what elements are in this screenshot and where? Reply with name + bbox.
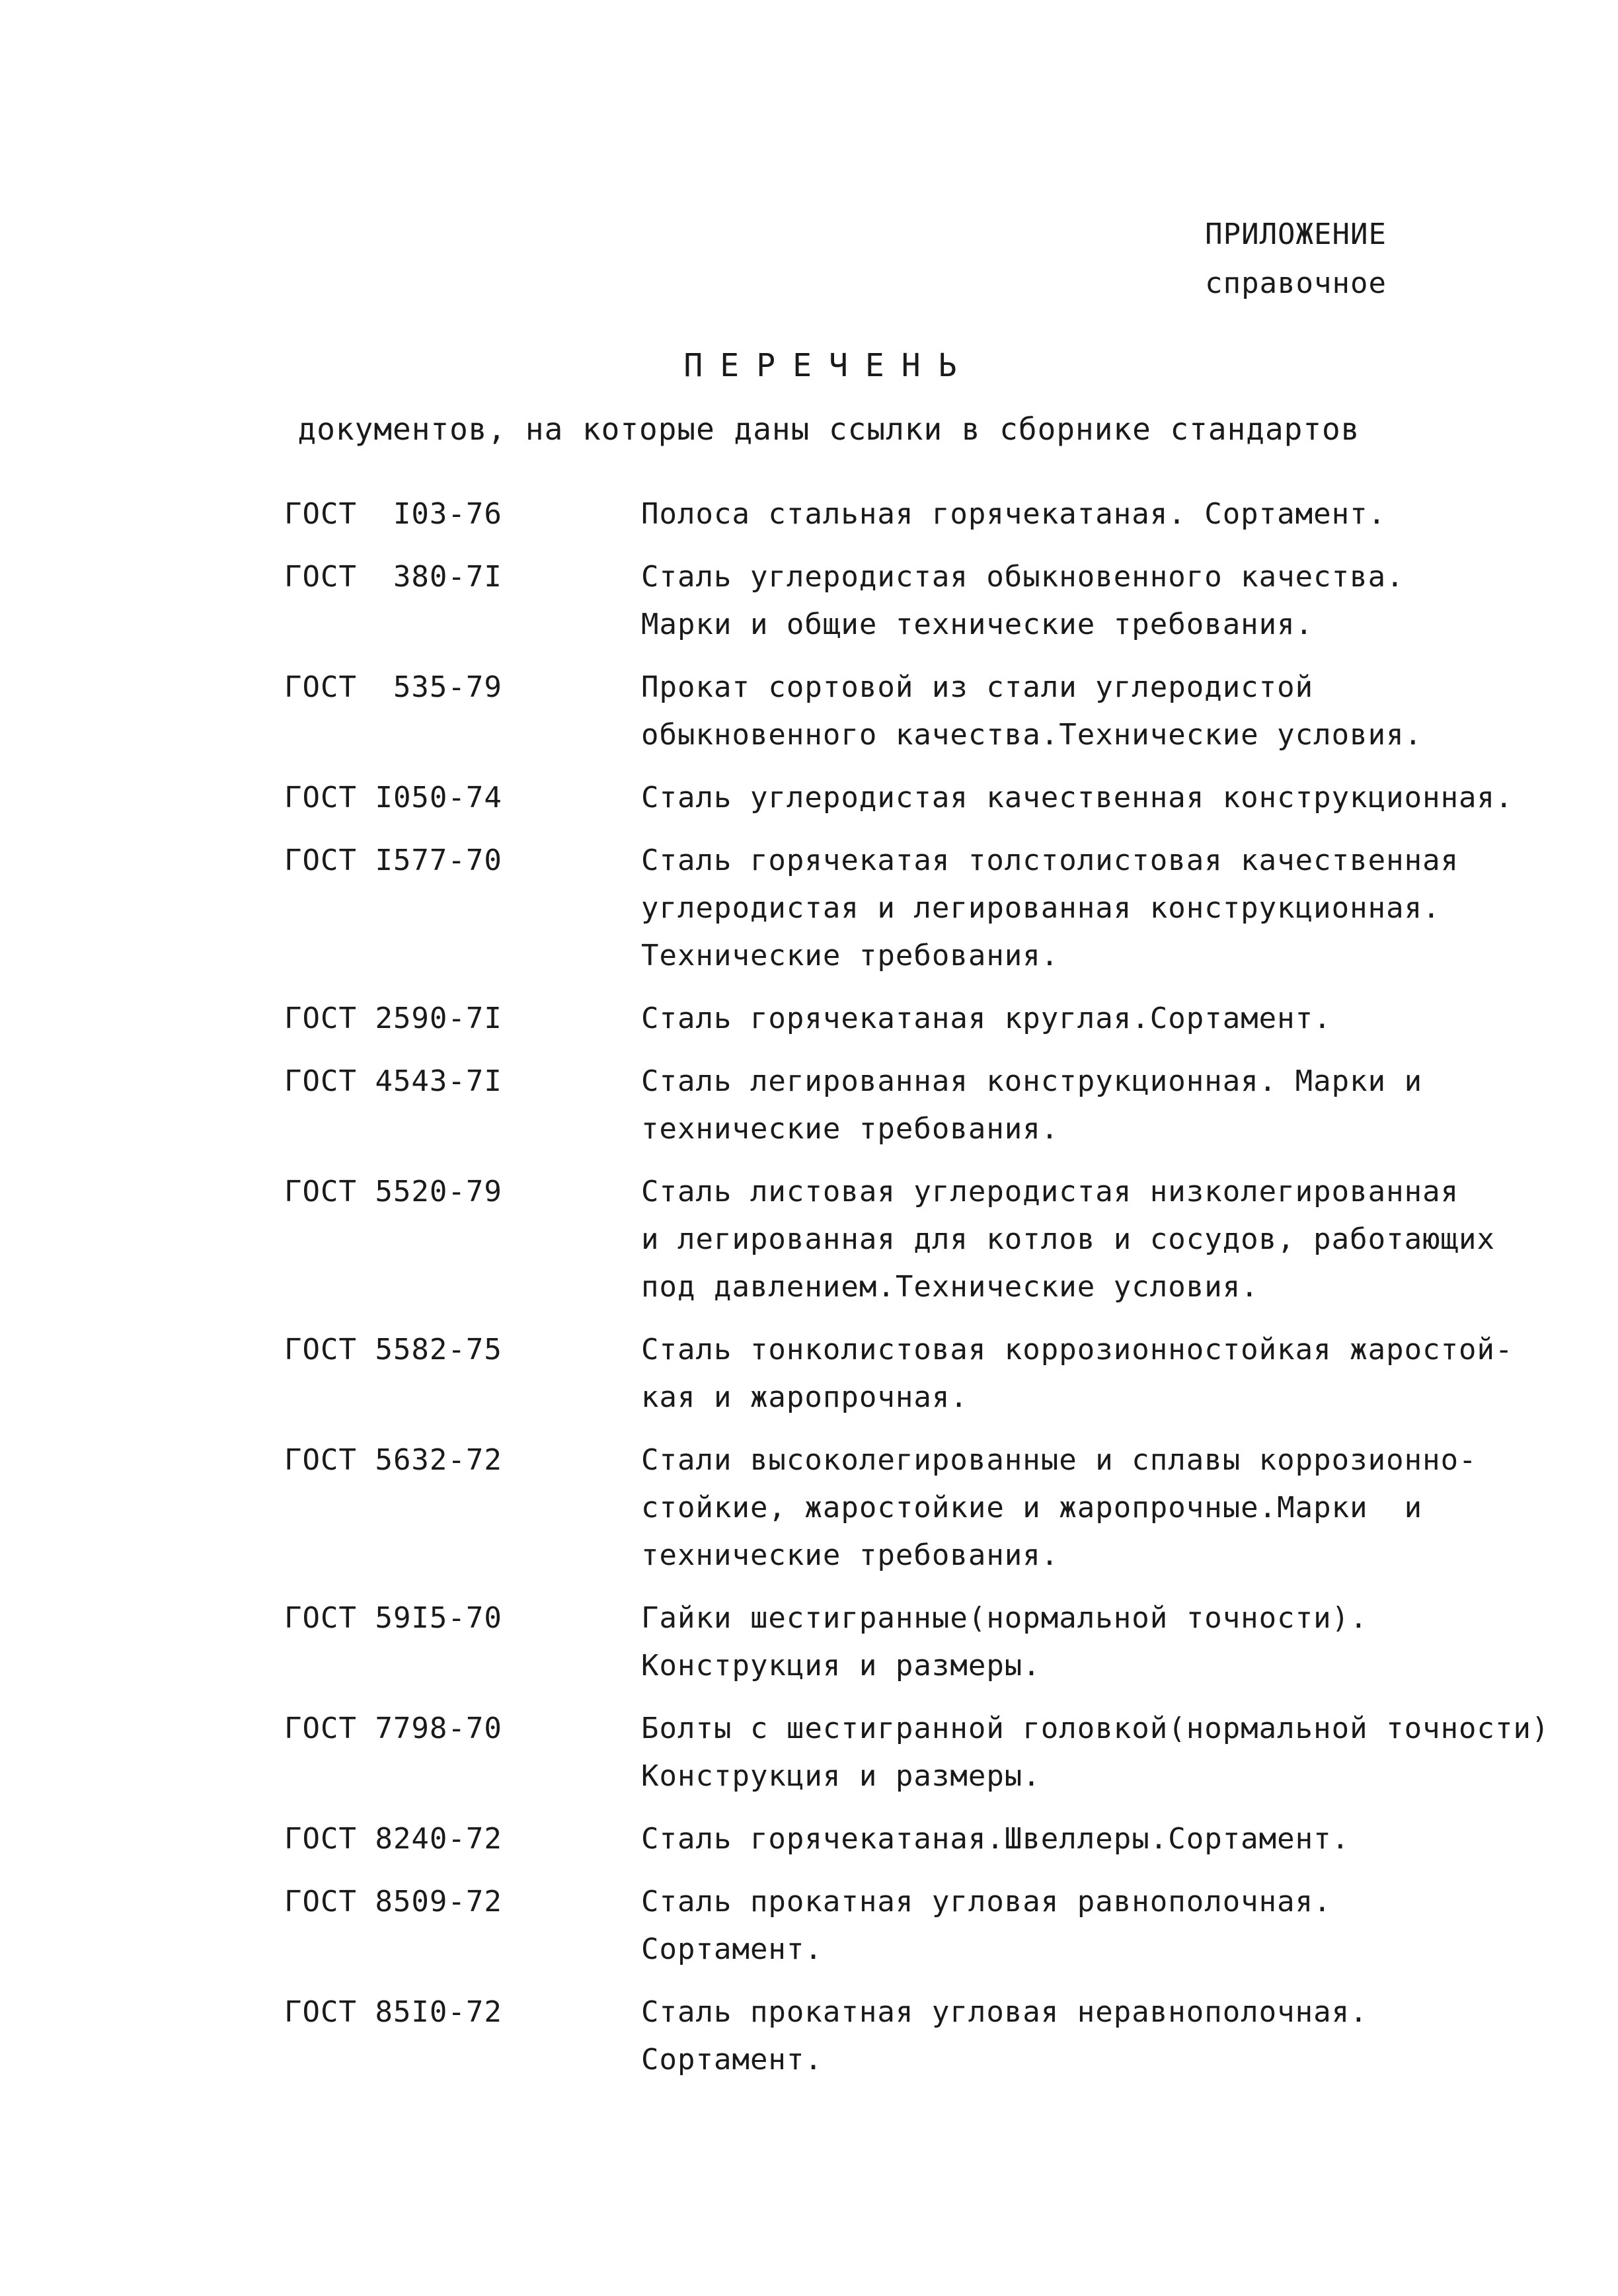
standard-title [641, 1595, 1599, 1690]
list-item [284, 1815, 1599, 1863]
standard-code: ГОСТ 5632-72 [284, 1443, 502, 1477]
list-item [284, 553, 1599, 649]
standard-title-line: Сортамент. [641, 1932, 823, 1966]
standard-code: ГОСТ I03-76 [284, 497, 502, 531]
list-item [284, 995, 1599, 1043]
list-item [284, 664, 1599, 759]
appendix-type: справочное [1205, 266, 1387, 300]
standard-title-line: Сталь прокатная угловая неравнополочная. [641, 1995, 1368, 2029]
list-item [284, 1989, 1599, 2084]
list-item [284, 1705, 1599, 1800]
standard-code: ГОСТ 8509-72 [284, 1885, 502, 1919]
standard-title-line: Болты с шестигранной головкой(нормальной точности) [641, 1712, 1550, 1745]
standard-title-line: Сталь горячекатая толстолистовая качественная [641, 844, 1459, 877]
standard-code: ГОСТ 2590-7I [284, 1002, 502, 1035]
standard-title [641, 995, 1599, 1043]
standard-title [641, 664, 1599, 759]
standard-title-line: под давлением.Технические условия. [641, 1270, 1259, 1304]
standard-title-line: Конструкция и размеры. [641, 1649, 1041, 1682]
standard-title [641, 837, 1599, 980]
standard-code: ГОСТ 7798-70 [284, 1712, 502, 1745]
standard-title [641, 1058, 1599, 1153]
standard-title [641, 1705, 1599, 1800]
standard-title-line: Марки и общие технические требования. [641, 608, 1314, 641]
standard-title-line: стойкие, жаростойкие и жаропрочные.Марки и [641, 1491, 1423, 1524]
standard-title-line: технические требования. [641, 1112, 1059, 1146]
standard-code: ГОСТ 59I5-70 [284, 1601, 502, 1635]
standard-title-line: и легированная для котлов и сосудов, работающих [641, 1222, 1496, 1256]
standard-code: ГОСТ 5520-79 [284, 1175, 502, 1208]
list-item [284, 491, 1599, 538]
standard-title-line: Технические требования. [641, 939, 1059, 972]
standard-title-line: Прокат сортовой из стали углеродистой [641, 670, 1314, 704]
standard-title [641, 1878, 1599, 1973]
standard-code: ГОСТ 535-79 [284, 670, 502, 704]
standard-title-line: Сталь легированная конструкционная. Марки и [641, 1064, 1423, 1098]
standard-code: ГОСТ 4543-7I [284, 1064, 502, 1098]
standard-title [641, 774, 1599, 822]
standard-title-line: Стали высоколегированные и сплавы коррозионно- [641, 1443, 1477, 1477]
standard-title-line: углеродистая и легированная конструкционная. [641, 891, 1441, 925]
document-title: ПЕРЕЧЕНЬ [683, 347, 974, 384]
list-item [284, 1058, 1599, 1153]
standard-title-line: Сталь листовая углеродистая низколегированная [641, 1175, 1459, 1208]
standard-title-line: Сортамент. [641, 2043, 823, 2077]
standard-code: ГОСТ 5582-75 [284, 1333, 502, 1366]
standard-code: ГОСТ 380-7I [284, 560, 502, 594]
standard-title-line: технические требования. [641, 1538, 1059, 1572]
standard-title [641, 1815, 1599, 1863]
standard-title-line: Сталь углеродистая обыкновенного качества. [641, 560, 1405, 594]
standard-title [641, 553, 1599, 649]
list-item [284, 774, 1599, 822]
standard-title-line: Сталь тонколистовая коррозионностойкая жаростой- [641, 1333, 1514, 1366]
document-subtitle: документов, на которые даны ссылки в сборнике стандартов [297, 411, 1360, 447]
list-item [284, 1168, 1599, 1311]
standard-title-line: Сталь горячекатаная.Швеллеры.Сортамент. [641, 1822, 1350, 1856]
list-item [284, 1437, 1599, 1579]
appendix-label: ПРИЛОЖЕНИЕ [1205, 218, 1387, 251]
list-item [284, 1595, 1599, 1690]
standard-title-line: Полоса стальная горячекатаная. Сортамент. [641, 497, 1387, 531]
standard-code: ГОСТ I050-74 [284, 781, 502, 814]
list-item [284, 1326, 1599, 1421]
standard-title [641, 1168, 1599, 1311]
standard-title-line: Сталь горячекатаная круглая.Сортамент. [641, 1002, 1332, 1035]
list-item [284, 1878, 1599, 1973]
standard-title [641, 1989, 1599, 2084]
standard-title-line: Конструкция и размеры. [641, 1759, 1041, 1793]
standard-title [641, 491, 1599, 538]
list-item [284, 837, 1599, 980]
appendix-header [1205, 210, 1387, 308]
standard-code: ГОСТ 8240-72 [284, 1822, 502, 1856]
standard-title-line: Сталь углеродистая качественная конструкционная. [641, 781, 1514, 814]
standard-title [641, 1326, 1599, 1421]
standard-title-line: Сталь прокатная угловая равнополочная. [641, 1885, 1332, 1919]
standard-title-line: обыкновенного качества.Технические условия. [641, 718, 1423, 752]
standard-title-line: кая и жаропрочная. [641, 1380, 968, 1414]
standards-list [284, 491, 1599, 2099]
standard-title [641, 1437, 1599, 1579]
standard-code: ГОСТ 85I0-72 [284, 1995, 502, 2029]
standard-title-line: Гайки шестигранные(нормальной точности). [641, 1601, 1368, 1635]
standard-code: ГОСТ I577-70 [284, 844, 502, 877]
